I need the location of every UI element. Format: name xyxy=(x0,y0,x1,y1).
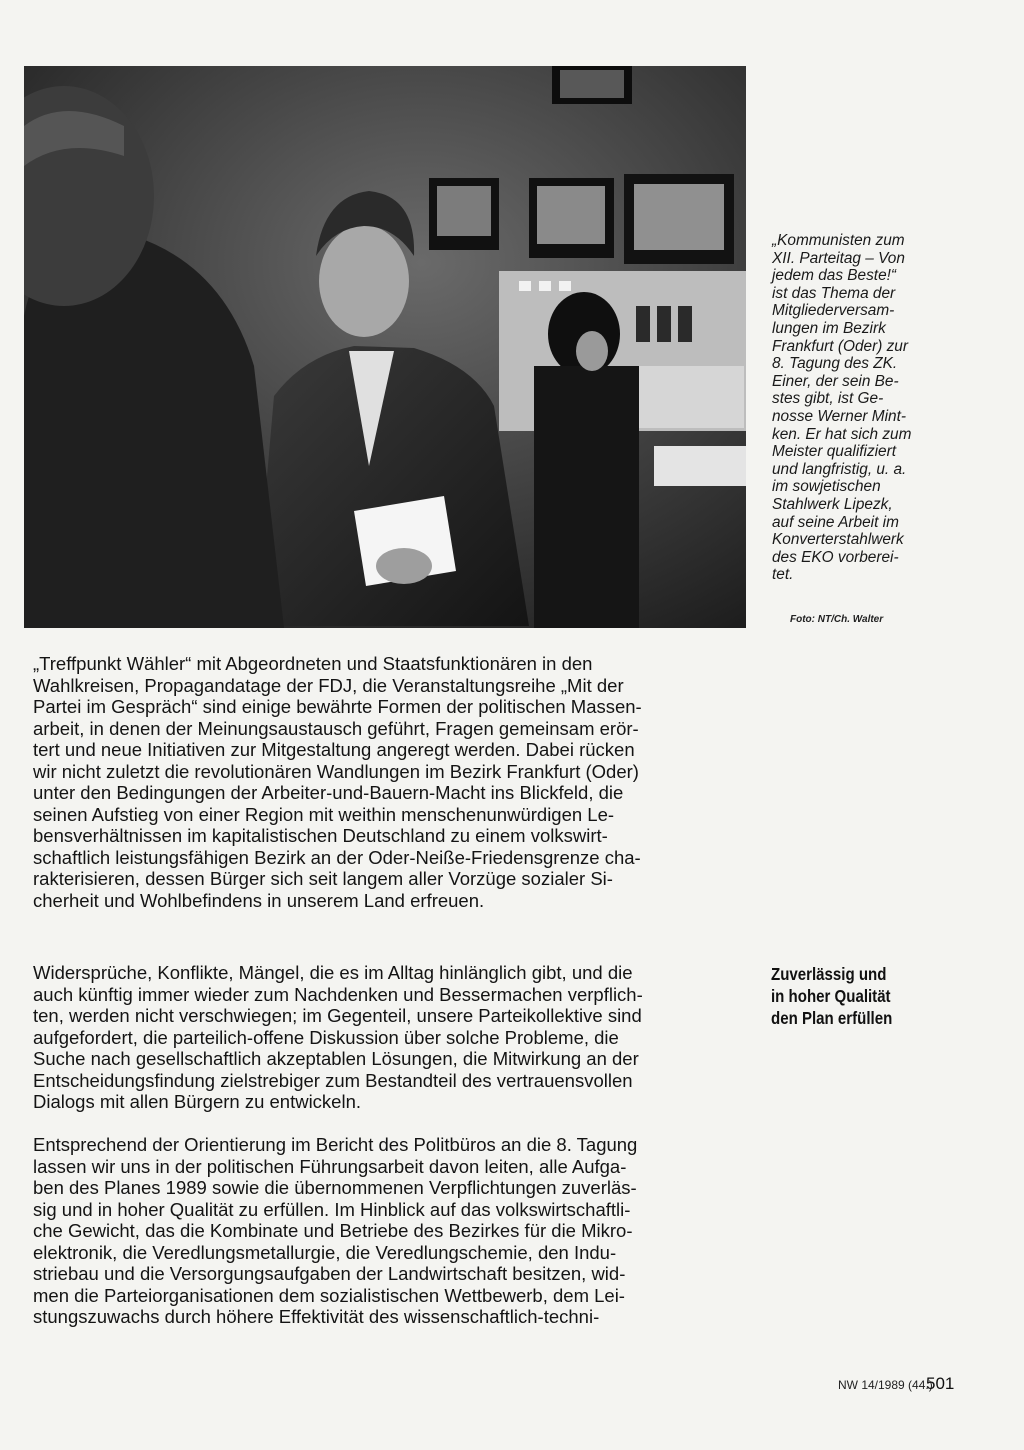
article-photo xyxy=(24,66,746,628)
photo-caption-text: „Kommunisten zum XII. Parteitag – Von jedem das Beste!“ ist das Thema der Mitgliederversam- lungen im Bezirk Frankfurt (Oder) zur 8. Tagung des ZK. Einer, der sein Be- stes gibt, ist Ge- nosse Werner Mint- ken. Er hat sich zum Meister qualifiziert und langfristig, u. a. im sowjetischen Stahlwerk Lipezk, auf seine Arbeit im Konverterstahlwerk des EKO vorberei- tet. xyxy=(772,232,912,584)
side-heading: Zuverlässig und in hoher Qualität den Plan erfüllen xyxy=(771,964,893,1028)
page-number: 501 xyxy=(926,1374,955,1393)
photo-caption xyxy=(772,232,962,584)
body-paragraph-1: „Treffpunkt Wähler“ mit Abgeordneten und Staatsfunktionären in den Wahlkreisen, Propagandatage der FDJ, die Veranstaltungsreihe „Mit der Partei im Gespräch“ sind einige bewährte Formen der politischen Massen- arbeit, in denen der Meinungsaustausch geführt, Fragen gemeinsam erör- tert und neue Initiativen zur Mitgestaltung angeregt werden. Dabei rücken wir nicht zuletzt die revolutionären Wandlungen im Bezirk Frankfurt (Oder) unter den Bedingungen der Arbeiter-und-Bauern-Macht ins Blickfeld, die seinen Aufstieg von einer Region mit weithin menschenunwürdigen Le- bensverhältnissen im kapitalistischen Deutschland zu einem volkswirt- schaftlich leistungsfähigen Bezirk an der Oder-Neiße-Friedensgrenze cha- rakterisieren, dessen Bürger sich seit langem aller Vorzüge sozialer Si- cherheit und Wohlbefindens in unserem Land erfreuen. xyxy=(33,653,642,911)
issue-reference: NW 14/1989 (44.) xyxy=(838,1378,933,1392)
body-paragraph-3: Entsprechend der Orientierung im Bericht des Politbüros an die 8. Tagung lassen wir uns in der politischen Führungsarbeit davon leiten, alle Aufga- ben des Planes 1989 sowie die übernommenen Verpflichtungen zuverläs- sig und in hoher Qualität zu erfüllen. Im Hinblick auf das volkswirtschaftli- che Gewicht, das die Kombinate und Betriebe des Bezirkes für die Mikro- elektronik, die Veredlungsmetallurgie, die Veredlungschemie, den Indu- striebau und die Versorgungsaufgaben der Landwirtschaft besitzen, wid- men die Parteiorganisationen dem sozialistischen Wettbewerb, dem Lei- stungszuwachs durch höhere Effektivität des wissenschaftlich-techni- xyxy=(33,1134,638,1327)
photograph-icon xyxy=(24,66,746,628)
body-paragraph-2: Widersprüche, Konflikte, Mängel, die es im Alltag hinlänglich gibt, und die auch künftig immer wieder zum Nachdenken und Bessermachen verpflich- ten, werden nicht verschwiegen; im Gegenteil, unsere Parteikollektive sind aufgefordert, die parteilich-offene Diskussion über solche Probleme, die Suche nach gesellschaftlich akzeptablen Lösungen, die Mitwirkung an der Entscheidungsfindung zielstrebiger zum Bestandteil des vertrauensvollen Dialogs mit allen Bürgern zu entwickeln. xyxy=(33,962,643,1112)
photo-credit: Foto: NT/Ch. Walter xyxy=(790,614,884,625)
